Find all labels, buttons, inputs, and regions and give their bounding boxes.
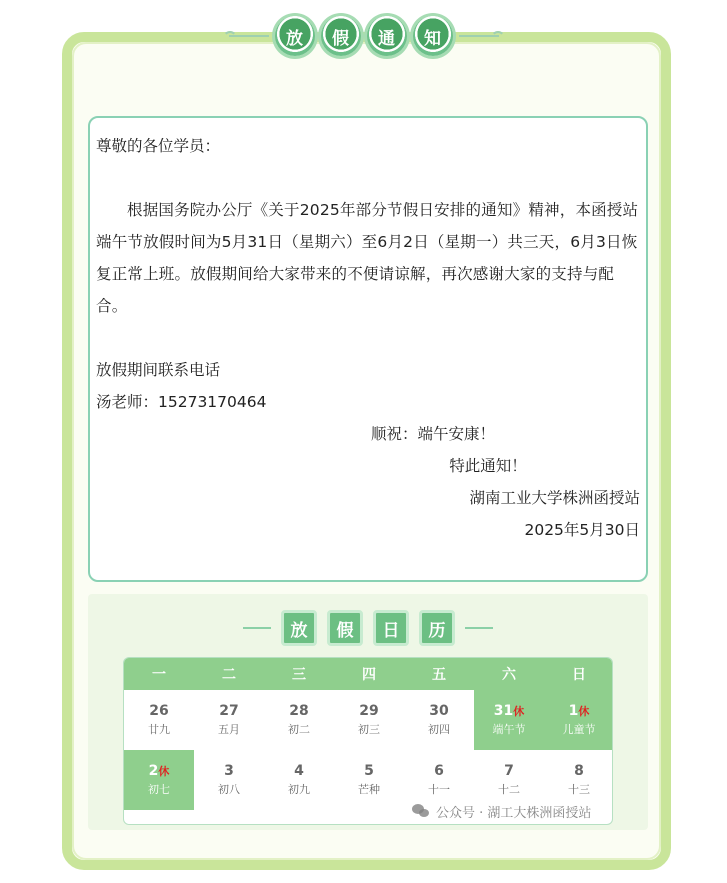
notice-card	[88, 116, 648, 582]
lunar-date: 十一	[428, 782, 450, 796]
day-number: 27	[219, 702, 239, 719]
calendar-day	[404, 690, 474, 750]
weekday-fri: 五	[432, 667, 446, 683]
lunar-date: 初三	[358, 722, 380, 736]
holiday-calendar-section	[88, 594, 648, 830]
wish-text: 顺祝：端午安康！	[370, 425, 495, 443]
contact-person: 汤老师：15273170464	[96, 393, 267, 411]
lunar-date: 初八	[218, 782, 240, 796]
day-number: 7	[504, 762, 514, 779]
day-number: 6	[434, 762, 444, 779]
greeting: 尊敬的各位学员：	[96, 137, 221, 155]
day-number-line	[224, 762, 234, 781]
weekday-tue: 二	[222, 667, 236, 683]
calendar-day-holiday	[124, 750, 194, 810]
day-number-line	[359, 702, 378, 721]
notice-date: 2025年5月30日	[524, 521, 640, 539]
calendar-rows	[124, 690, 612, 810]
day-number-line	[434, 762, 444, 781]
calendar-week-row	[124, 690, 612, 750]
organization-name: 湖南工业大学株洲函授站	[469, 489, 640, 507]
calendar-title-char-3: 日	[373, 610, 409, 646]
day-number: 29	[359, 702, 379, 719]
notice-body: 根据国务院办公厅《关于2025年部分节假日安排的通知》精神，本函授站端午节放假时间为5月31日（星期六）至6月2日（星期一）共三天，6月3日恢复正常上班。放假期间给大家带来的不便请谅解，再次感谢大家的支持与配合。	[96, 201, 639, 315]
calendar-day	[264, 750, 334, 810]
lunar-date: 廿九	[148, 722, 170, 736]
day-number: 2	[148, 762, 159, 779]
day-number: 5	[364, 762, 374, 779]
day-number: 1	[568, 702, 579, 719]
calendar-title-char-1: 放	[281, 610, 317, 646]
calendar-day	[194, 750, 264, 810]
calendar-title	[88, 610, 648, 646]
title-char-2: 假	[321, 16, 361, 56]
notice-title	[0, 12, 727, 60]
day-number-line	[219, 702, 238, 721]
weekday-mon: 一	[152, 667, 166, 683]
day-number: 8	[574, 762, 584, 779]
lunar-date: 五月	[218, 722, 240, 736]
day-number-line	[504, 762, 514, 781]
title-ornament-left	[229, 35, 269, 37]
contact-label: 放假期间联系电话	[96, 361, 221, 379]
weekday-sat: 六	[502, 667, 516, 683]
title-char-3: 通	[367, 16, 407, 56]
lunar-date: 初七	[148, 782, 170, 796]
day-number: 4	[294, 762, 304, 779]
calendar-day-holiday	[474, 690, 544, 750]
calendar-title-char-4: 历	[419, 610, 455, 646]
lunar-date: 十三	[568, 782, 590, 796]
day-number-line	[569, 702, 590, 721]
calendar-title-ornament-left	[243, 627, 271, 629]
watermark	[412, 800, 591, 822]
title-ornament-right	[459, 35, 499, 37]
day-number-line	[149, 702, 168, 721]
calendar-title-ornament-right	[465, 627, 493, 629]
lunar-date: 十二	[498, 782, 520, 796]
watermark-text: 公众号 · 湖工大株洲函授站	[436, 805, 592, 821]
day-number-line	[294, 762, 304, 781]
rest-day-marker: 休	[158, 764, 170, 778]
lunar-date: 初二	[288, 722, 310, 736]
weekday-wed: 三	[292, 667, 306, 683]
day-number-line	[149, 762, 170, 781]
day-number-line	[429, 702, 448, 721]
day-number: 28	[289, 702, 309, 719]
calendar-day	[264, 690, 334, 750]
rest-day-marker: 休	[513, 704, 525, 718]
title-char-1: 放	[275, 16, 315, 56]
lunar-date: 端午节	[492, 722, 526, 736]
lunar-date: 初九	[288, 782, 310, 796]
calendar-day	[334, 690, 404, 750]
wechat-icon	[412, 804, 430, 818]
title-char-4: 知	[413, 16, 453, 56]
lunar-date: 初四	[428, 722, 450, 736]
day-number-line	[289, 702, 308, 721]
day-number: 30	[429, 702, 449, 719]
day-number-line	[494, 702, 524, 721]
lunar-date: 儿童节	[562, 722, 596, 736]
calendar-weekday-header	[124, 658, 612, 690]
day-number-line	[574, 762, 584, 781]
calendar-day	[124, 690, 194, 750]
day-number: 26	[149, 702, 169, 719]
weekday-thu: 四	[362, 667, 376, 683]
weekday-sun: 日	[572, 667, 586, 683]
day-number: 31	[493, 702, 514, 719]
calendar-day-holiday	[544, 690, 613, 750]
lunar-date: 芒种	[358, 782, 380, 796]
day-number: 3	[224, 762, 234, 779]
day-number-line	[364, 762, 374, 781]
rest-day-marker: 休	[578, 704, 590, 718]
calendar-day	[194, 690, 264, 750]
calendar-day	[334, 750, 404, 810]
calendar-title-char-2: 假	[327, 610, 363, 646]
closing-text: 特此通知！	[449, 457, 527, 475]
